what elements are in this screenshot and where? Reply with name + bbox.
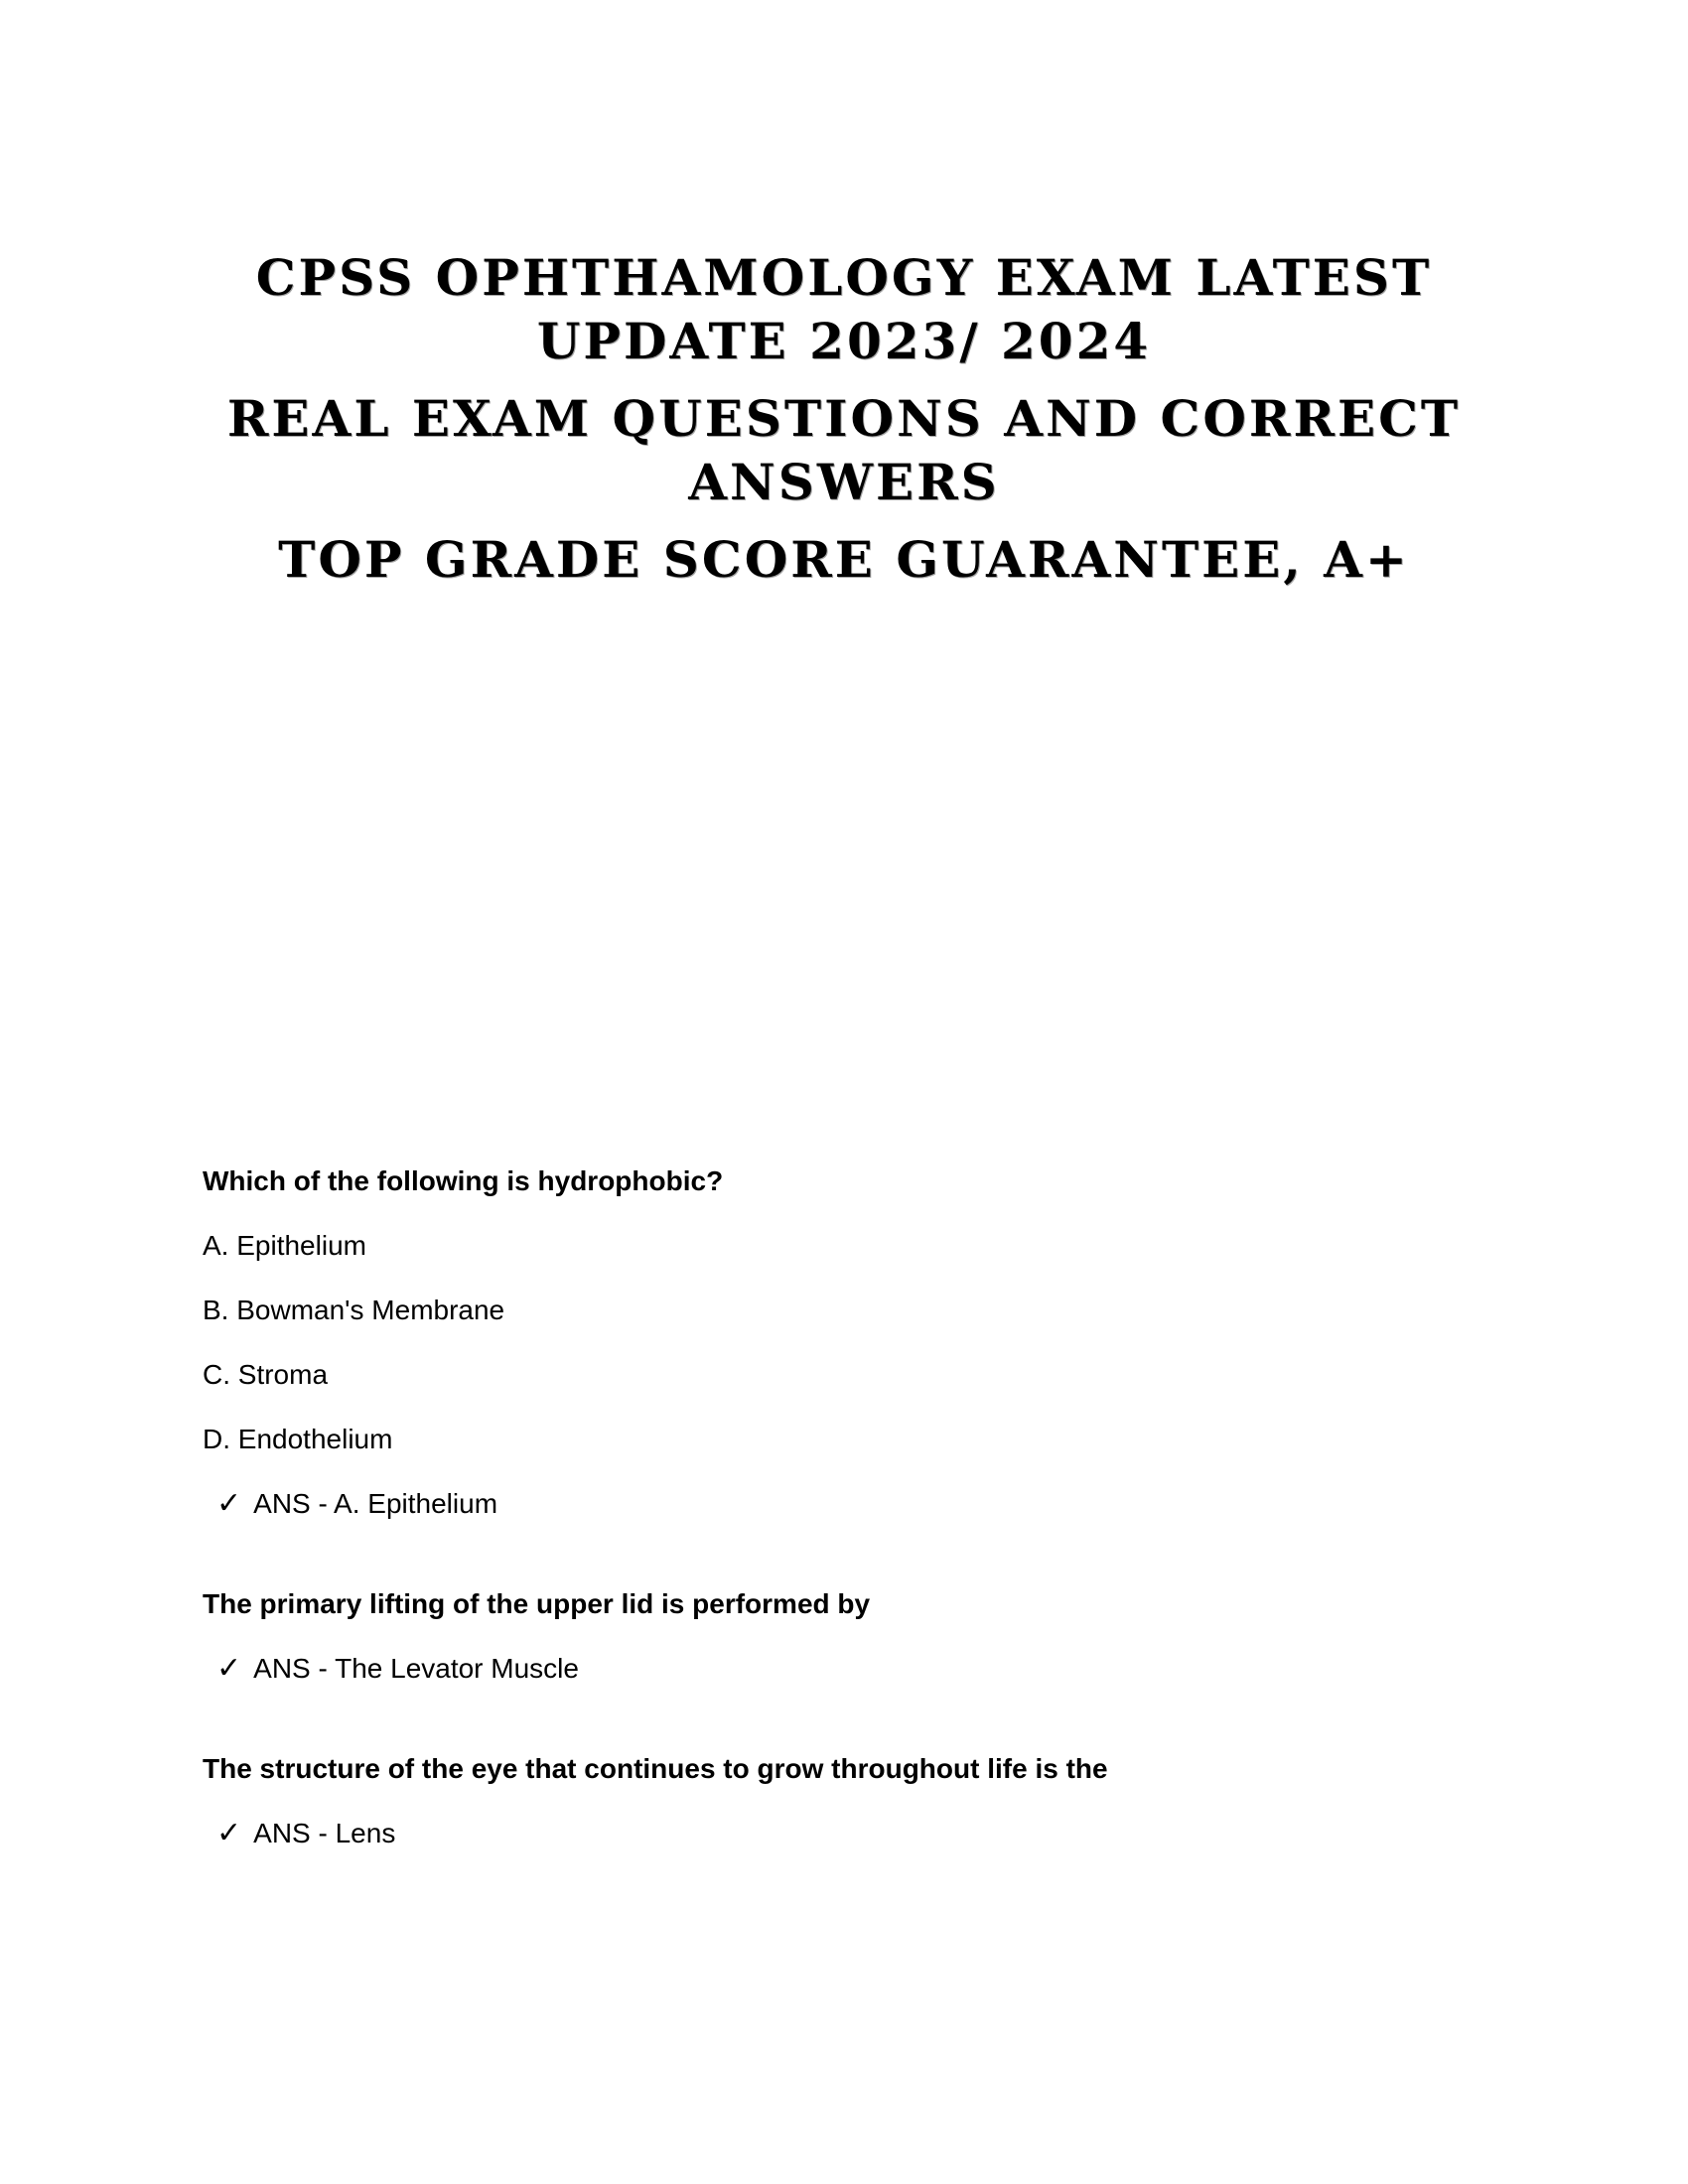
answer-text: ANS - Lens	[253, 1818, 396, 1848]
answer-option: C. Stroma	[203, 1359, 329, 1390]
title-paragraph	[0, 387, 1688, 514]
answer-text: ANS - A. Epithelium	[253, 1488, 498, 1519]
check-icon: ✓	[216, 1652, 242, 1685]
answer-option: A. Epithelium	[203, 1230, 366, 1261]
qa-item	[203, 1751, 1503, 1851]
answer-line	[203, 1651, 1503, 1687]
title-line: ANSWERS	[688, 453, 1000, 511]
document-title-block	[0, 246, 1688, 606]
qa-item	[203, 1163, 1503, 1522]
title-line: UPDATE 2023/ 2024	[536, 312, 1152, 370]
answer-text: ANS - The Levator Muscle	[253, 1653, 579, 1684]
title-line: REAL EXAM QUESTIONS AND CORRECT	[226, 389, 1462, 448]
question-text: Which of the following is hydrophobic?	[203, 1165, 724, 1196]
check-icon: ✓	[216, 1487, 242, 1520]
question-text: The primary lifting of the upper lid is performed by	[203, 1588, 871, 1619]
title-line: TOP GRADE SCORE GUARANTEE, A+	[278, 530, 1410, 589]
answer-line	[203, 1816, 1503, 1851]
answer-line	[203, 1486, 1503, 1522]
title-paragraph	[0, 528, 1688, 592]
title-line: CPSS OPHTHAMOLOGY EXAM LATEST	[255, 248, 1433, 307]
answer-option: B. Bowman's Membrane	[203, 1295, 505, 1325]
qa-section	[203, 1163, 1503, 1880]
check-icon: ✓	[216, 1817, 242, 1849]
question-text: The structure of the eye that continues to grow throughout life is the	[203, 1753, 1108, 1784]
title-paragraph	[0, 246, 1688, 373]
answer-option: D. Endothelium	[203, 1424, 393, 1454]
qa-item	[203, 1586, 1503, 1687]
